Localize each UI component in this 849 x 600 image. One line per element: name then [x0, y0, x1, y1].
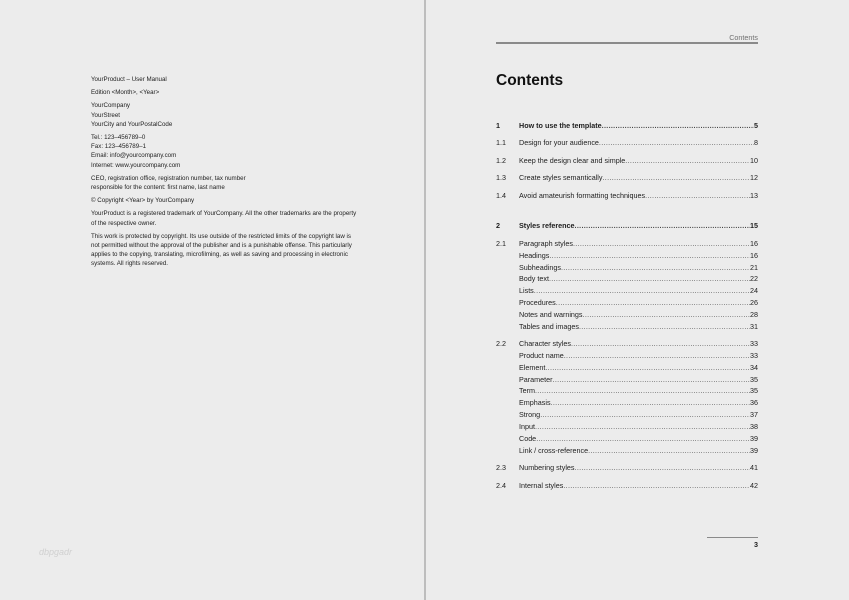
toc-entry-page: 42	[750, 481, 758, 490]
toc-entry[interactable]	[496, 434, 758, 444]
toc-dot-leader	[535, 386, 750, 395]
toc-entry-title: Keep the design clear and simple	[519, 156, 626, 165]
toc-dot-leader	[625, 156, 750, 165]
toc-entry[interactable]	[496, 339, 758, 349]
toc-entry-page: 21	[750, 263, 758, 272]
toc-entry-page: 12	[750, 173, 758, 182]
toc-entry-title: Character styles	[519, 339, 571, 348]
toc-entry-title: Product name	[519, 351, 564, 360]
toc-entry-page: 24	[750, 286, 758, 295]
toc-entry[interactable]	[496, 398, 758, 408]
toc-entry[interactable]	[496, 251, 758, 261]
imprint-responsible: responsible for the content: first name, last name	[91, 184, 225, 192]
toc-entry-title: Emphasis	[519, 398, 551, 407]
toc-entry-body	[519, 274, 758, 283]
toc-dot-leader	[603, 173, 751, 182]
toc-entry-title: Notes and warnings	[519, 310, 583, 319]
toc-entry[interactable]	[496, 410, 758, 420]
toc-entry-number: 2	[496, 221, 500, 230]
toc-entry[interactable]	[496, 322, 758, 332]
page-title: Contents	[496, 72, 564, 89]
toc-entry-page: 26	[750, 298, 758, 307]
toc-entry-page: 41	[750, 463, 758, 472]
toc-entry-body	[519, 410, 758, 419]
toc-dot-leader	[549, 274, 750, 283]
imprint-city: YourCity and YourPostalCode	[91, 120, 173, 128]
toc-entry-page: 39	[750, 434, 758, 443]
imprint-edition: Edition <Month>, <Year>	[91, 89, 160, 97]
toc-entry-page: 37	[750, 410, 758, 419]
toc-entry-body	[519, 239, 758, 248]
toc-entry-page: 33	[750, 351, 758, 360]
imprint-legal: This work is protected by copyright. Its use outside of the restricted limits of the copyright law is not permitted without the approval of the publisher and is a punishable offense. This particularly applies to the copying, translating, microfilming, as well as saving and processing in electronic systems. All rights reserved.	[91, 232, 352, 268]
toc-entry-body	[519, 251, 758, 260]
toc-entry-body	[519, 463, 758, 472]
toc-entry-page: 8	[754, 138, 758, 147]
toc-entry[interactable]	[496, 239, 758, 249]
toc-dot-leader	[536, 434, 750, 443]
toc-dot-leader	[540, 410, 750, 419]
toc-entry-title: Avoid amateurish formatting techniques	[519, 191, 646, 200]
toc-dot-leader	[551, 398, 750, 407]
imprint-copyright: © Copyright <Year> by YourCompany	[91, 197, 195, 205]
toc-entry-number: 1.4	[496, 191, 506, 200]
toc-entry-page: 16	[750, 239, 758, 248]
toc-dot-leader	[571, 339, 750, 348]
toc-entry-page: 35	[750, 386, 758, 395]
toc-entry-title: Create styles semantically	[519, 173, 603, 182]
toc-entry-page: 34	[750, 363, 758, 372]
toc-entry-title: Strong	[519, 410, 541, 419]
toc-dot-leader	[583, 310, 750, 319]
toc-entry-title: Design for your audience	[519, 138, 599, 147]
toc-entry-number: 2.3	[496, 463, 506, 472]
toc-dot-leader	[599, 138, 754, 147]
toc-entry-page: 38	[750, 422, 758, 431]
toc-entry-body	[519, 298, 758, 307]
toc-entry-body	[519, 156, 758, 165]
toc-entry-page: 10	[750, 156, 758, 165]
toc-entry-page: 28	[750, 310, 758, 319]
toc-dot-leader	[602, 121, 754, 130]
toc-entry[interactable]	[496, 274, 758, 284]
toc-entry-body	[519, 121, 758, 130]
toc-entry[interactable]	[496, 221, 758, 231]
page-number: 3	[754, 540, 758, 549]
imprint-trademark: YourProduct is a registered trademark of YourCompany. All the other trademarks are the property of the respective owner.	[91, 210, 357, 227]
toc-entry-body	[519, 398, 758, 407]
imprint-ceo: CEO, registration office, registration number, tax number	[91, 174, 246, 182]
imprint-internet: Internet: www.yourcompany.com	[91, 161, 181, 169]
toc-entry-body	[519, 351, 758, 360]
toc-entry[interactable]	[496, 156, 758, 166]
toc-entry-body	[519, 434, 758, 443]
imprint-fax: Fax: 123–456789–1	[91, 143, 147, 151]
toc-entry[interactable]	[496, 121, 758, 131]
toc-entry[interactable]	[496, 386, 758, 396]
toc-entry-page: 35	[750, 375, 758, 384]
toc-entry-title: Tables and images	[519, 322, 579, 331]
toc-entry-body	[519, 322, 758, 331]
toc-entry-page: 15	[750, 221, 758, 230]
toc-entry[interactable]	[496, 463, 758, 473]
toc-entry-title: Link / cross-reference	[519, 446, 589, 455]
toc-entry-title: Element	[519, 363, 546, 372]
toc-entry[interactable]	[496, 375, 758, 385]
toc-dot-leader	[588, 446, 750, 455]
toc-dot-leader	[556, 298, 750, 307]
toc-entry-number: 2.4	[496, 481, 506, 490]
imprint-tel: Tel.: 123–456789–0	[91, 134, 146, 142]
toc-dot-leader	[564, 351, 750, 360]
imprint-street: YourStreet	[91, 111, 121, 119]
toc-entry[interactable]	[496, 481, 758, 491]
toc-entry-page: 36	[750, 398, 758, 407]
running-header: Contents	[729, 33, 758, 42]
toc-entry-page: 16	[750, 251, 758, 260]
toc-entry[interactable]	[496, 191, 758, 201]
toc-dot-leader	[573, 239, 750, 248]
toc-entry-title: Paragraph styles	[519, 239, 573, 248]
toc-entry-body	[519, 191, 758, 200]
toc-entry[interactable]	[496, 263, 758, 273]
toc-entry[interactable]	[496, 363, 758, 373]
toc-entry-number: 2.2	[496, 339, 506, 348]
toc-entry-title: Code	[519, 434, 537, 443]
toc-dot-leader	[575, 463, 750, 472]
toc-entry-body	[519, 138, 758, 147]
toc-entry-body	[519, 375, 758, 384]
toc-entry-title: Numbering styles	[519, 463, 575, 472]
toc-entry-number: 2.1	[496, 239, 506, 248]
imprint-block	[91, 75, 359, 273]
imprint-email: Email: info@yourcompany.com	[91, 152, 177, 160]
toc-entry-body	[519, 363, 758, 372]
toc-entry-title: Term	[519, 386, 535, 395]
toc-entry-body	[519, 339, 758, 348]
toc-entry-page: 31	[750, 322, 758, 331]
toc-entry-body	[519, 481, 758, 490]
toc-entry[interactable]	[496, 310, 758, 320]
toc-dot-leader	[534, 286, 750, 295]
toc-dot-leader	[545, 363, 750, 372]
toc-dot-leader	[549, 251, 750, 260]
toc-entry-page: 13	[750, 191, 758, 200]
toc-entry[interactable]	[496, 173, 758, 183]
toc-entry-page: 39	[750, 446, 758, 455]
toc-entry-title: Body text	[519, 274, 549, 283]
footer-rule	[707, 537, 758, 538]
toc-entry-title: Lists	[519, 286, 534, 295]
toc-entry[interactable]	[496, 446, 758, 456]
watermark: dbpgadr	[39, 547, 73, 557]
header-rule	[496, 42, 758, 44]
toc-dot-leader	[561, 263, 750, 272]
toc-entry-title: How to use the template	[519, 121, 602, 130]
toc-entry-title: Input	[519, 422, 535, 431]
imprint-company: YourCompany	[91, 102, 130, 110]
toc-entry-number: 1.3	[496, 173, 506, 182]
toc-dot-leader	[575, 221, 750, 230]
toc-dot-leader	[535, 422, 750, 431]
toc-entry-title: Styles reference	[519, 221, 575, 230]
toc-entry-page: 33	[750, 339, 758, 348]
toc-entry-title: Internal styles	[519, 481, 564, 490]
toc-entry[interactable]	[496, 138, 758, 148]
toc-entry[interactable]	[496, 298, 758, 308]
toc-entry-title: Subheadings	[519, 263, 561, 272]
toc-entry-body	[519, 286, 758, 295]
toc-entry-body	[519, 310, 758, 319]
toc-entry-body	[519, 386, 758, 395]
toc-entry-title: Parameter	[519, 375, 553, 384]
toc-dot-leader	[579, 322, 750, 331]
toc-dot-leader	[553, 375, 750, 384]
toc-entry-title: Procedures	[519, 298, 556, 307]
toc-entry-body	[519, 422, 758, 431]
imprint-title: YourProduct – User Manual	[91, 76, 167, 83]
toc-entry-page: 22	[750, 274, 758, 283]
toc-entry-number: 1.2	[496, 156, 506, 165]
toc-entry-page: 5	[754, 121, 758, 130]
toc-entry-number: 1.1	[496, 138, 506, 147]
toc-entry[interactable]	[496, 286, 758, 296]
toc-dot-leader	[645, 191, 750, 200]
toc-dot-leader	[563, 481, 750, 490]
toc-entry-body	[519, 173, 758, 182]
toc-entry-body	[519, 446, 758, 455]
toc-entry-title: Headings	[519, 251, 550, 260]
toc-entry[interactable]	[496, 351, 758, 361]
toc-entry[interactable]	[496, 422, 758, 432]
toc-entry-body	[519, 263, 758, 272]
toc-entry-number: 1	[496, 121, 500, 130]
toc-entry-body	[519, 221, 758, 230]
